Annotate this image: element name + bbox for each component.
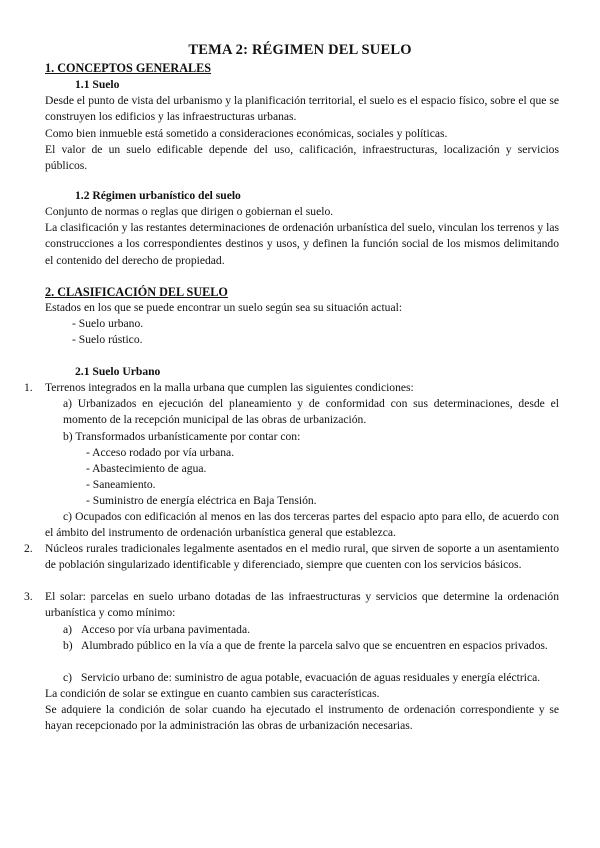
list-label-c: c): [63, 671, 73, 684]
section-heading-conceptos: 1. CONCEPTOS GENERALES: [45, 61, 212, 75]
item-terrenos-integrados: Terrenos integrados en la malla urbana que cumplen las siguientes condiciones:: [45, 381, 414, 394]
item-urbanizados: a) Urbanizados en ejecución del planeamiento y de conformidad con sus determinaciones, desde el momento de la recepción municipal de las obras de urbanización.: [63, 397, 559, 427]
list-item-suelo-urbano: - Suelo urbano.: [72, 317, 144, 330]
page-title: TEMA 2: RÉGIMEN DEL SUELO: [188, 42, 412, 58]
list-number-1: 1.: [24, 381, 33, 394]
item-acceso-pavimentada: Acceso por vía urbana pavimentada.: [81, 623, 251, 636]
item-servicio-urbano: Servicio urbano de: suministro de agua potable, evacuación de aguas residuales y energía eléctrica.: [81, 671, 541, 684]
item-ocupados: c) Ocupados con edificación al menos en las dos terceras partes del espacio apto para ello, de acuerdo con el ámbito del instrumento de ordenación urbanística general que establezca.: [45, 510, 559, 540]
paragraph-suelo-definition: Desde el punto de vista del urbanismo y la planificación territorial, el suelo es el espacio físico, sobre el que se construyen los edificios y las infraestructuras urbanas.: [45, 94, 559, 124]
list-label-a: a): [63, 623, 73, 636]
subsection-heading-suelo: 1.1 Suelo: [75, 78, 120, 91]
paragraph-conjunto-normas: Conjunto de normas o reglas que dirigen o gobiernan el suelo.: [45, 205, 334, 218]
paragraph-valor-suelo: El valor de un suelo edificable depende del uso, calificación, infraestructuras, localización y servicios públicos.: [45, 143, 559, 173]
item-solar: El solar: parcelas en suelo urbano dotadas de las infraestructuras y servicios que determine la ordenación urbanística y como mínimo:: [45, 590, 559, 620]
paragraph-estados: Estados en los que se puede encontrar un suelo según sea su situación actual:: [45, 301, 403, 314]
list-number-3: 3.: [24, 590, 33, 603]
subsection-heading-regimen: 1.2 Régimen urbanístico del suelo: [75, 189, 241, 202]
section-heading-clasificacion: 2. CLASIFICACIÓN DEL SUELO: [45, 285, 228, 299]
list-item-abastecimiento: - Abastecimiento de agua.: [86, 462, 207, 475]
subsection-heading-suelo-urbano: 2.1 Suelo Urbano: [75, 365, 161, 378]
list-label-b: b): [63, 639, 73, 652]
item-transformados: b) Transformados urbanísticamente por contar con:: [63, 430, 301, 443]
paragraph-condicion-extingue: La condición de solar se extingue en cuanto cambien sus características.: [45, 687, 380, 700]
list-item-suelo-rustico: - Suelo rústico.: [72, 333, 143, 346]
item-nucleos-rurales: Núcleos rurales tradicionales legalmente asentados en el medio rural, que sirven de soporte a un asentamiento de población singularizado identificable y diferenciado, siempre que cuenten con los servicios básicos.: [45, 542, 559, 572]
paragraph-bien-inmueble: Como bien inmueble está sometido a consideraciones económicas, sociales y políticas.: [45, 127, 448, 140]
list-item-energia: - Suministro de energía eléctrica en Baja Tensión.: [86, 494, 317, 507]
list-item-saneamiento: - Saneamiento.: [86, 478, 156, 491]
paragraph-clasificacion: La clasificación y las restantes determinaciones de ordenación urbanística del suelo, vinculan los terrenos y las construcciones a los correspondientes destinos y usos, y definen la función social de los mismos delimitando el contenido del derecho de propiedad.: [45, 221, 559, 267]
list-number-2: 2.: [24, 542, 33, 555]
item-alumbrado: Alumbrado público en la vía a que de frente la parcela salvo que se encuentren en espacios privados.: [81, 639, 548, 652]
paragraph-condicion-adquiere: Se adquiere la condición de solar cuando ha ejecutado el instrumento de ordenación correspondiente y se hayan recepcionado por la administración las obras de urbanización necesarias.: [45, 703, 559, 733]
list-item-acceso-rodado: - Acceso rodado por vía urbana.: [86, 446, 235, 459]
